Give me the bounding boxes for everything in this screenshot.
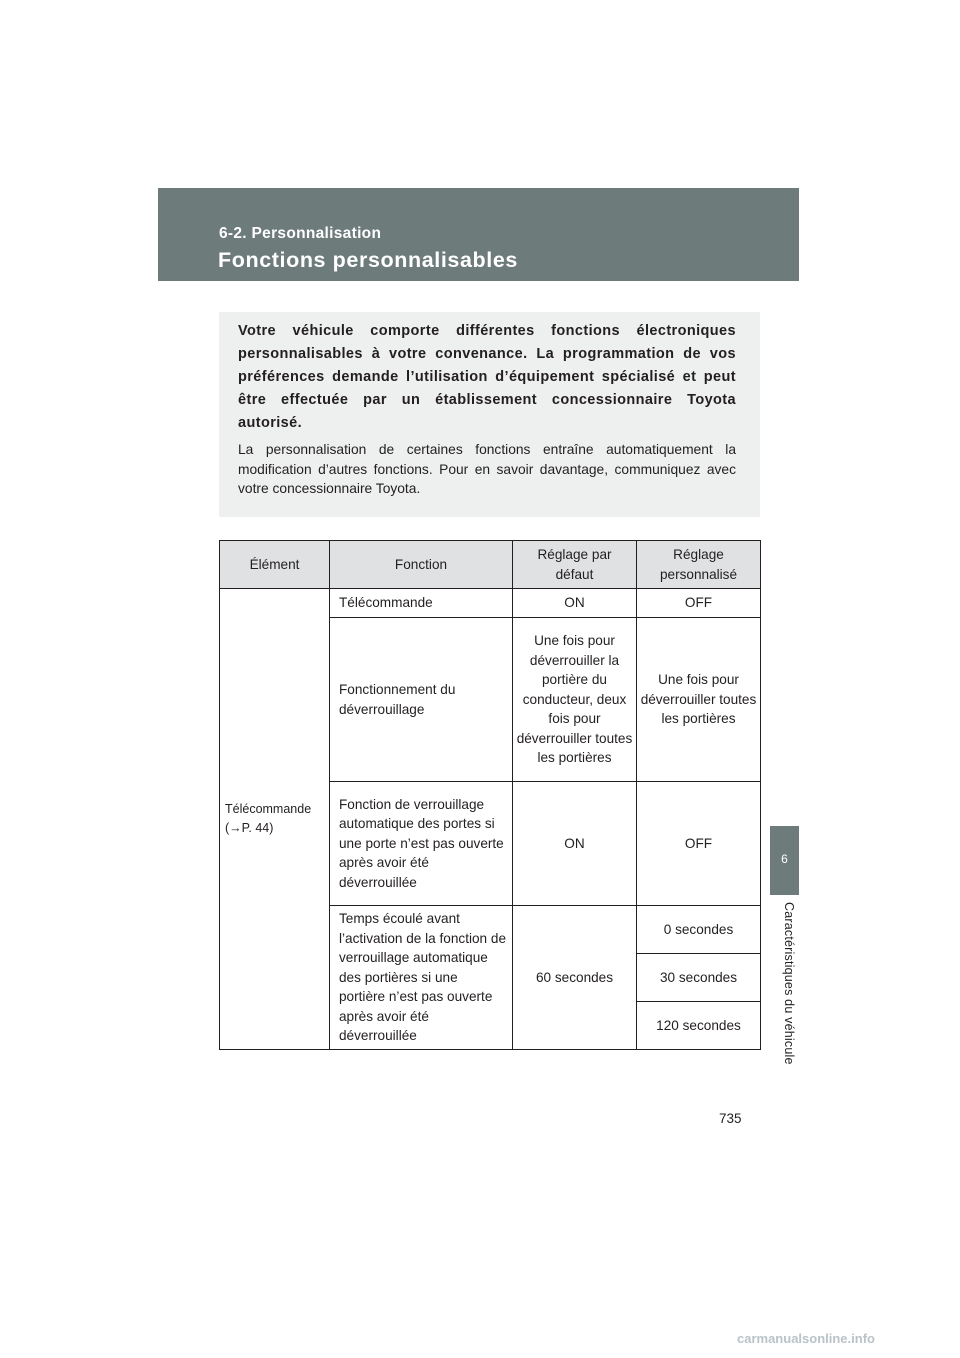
table-header-row	[220, 541, 761, 589]
table-row	[220, 589, 761, 618]
default-cell: ON	[513, 589, 637, 618]
watermark-text: carmanualsonline.info	[737, 1331, 875, 1346]
default-cell: 60 secondes	[513, 906, 637, 1050]
custom-option-cell: 30 secondes	[637, 954, 761, 1002]
function-cell: Télécommande	[330, 589, 513, 618]
section-label: 6-2. Personnalisation	[219, 225, 382, 242]
header-element: Élément	[220, 541, 330, 589]
custom-cell: OFF	[637, 782, 761, 906]
header-custom: Réglage personnalisé	[637, 541, 761, 589]
function-cell: Temps écoulé avant l’activation de la fonction de verrouillage automatique des portières si une portière n’est pas ouverte après avoir été déverrouillée	[330, 906, 513, 1050]
intro-box	[219, 312, 760, 517]
custom-option-cell: 0 secondes	[637, 906, 761, 954]
chapter-header	[158, 188, 799, 281]
default-cell: Une fois pour déverrouiller la portière du conducteur, deux fois pour déverrouiller toutes les portières	[513, 618, 637, 782]
page-title: Fonctions personnalisables	[218, 248, 518, 272]
default-cell: ON	[513, 782, 637, 906]
custom-cell: OFF	[637, 589, 761, 618]
custom-option-cell: 120 secondes	[637, 1002, 761, 1050]
header-default: Réglage par défaut	[513, 541, 637, 589]
features-table	[219, 540, 761, 1050]
page-number: 735	[719, 1111, 742, 1126]
custom-cell: Une fois pour déverrouiller toutes les portières	[637, 618, 761, 782]
chapter-tab	[770, 826, 799, 895]
element-cell	[220, 589, 330, 1050]
function-cell: Fonction de verrouillage automatique des portes si une porte n’est pas ouverte après avoir été déverrouillée	[330, 782, 513, 906]
element-reference: (→P. 44)	[225, 821, 274, 835]
chapter-side-label: Caractéristiques du véhicule	[782, 902, 796, 1065]
intro-bold-text: Votre véhicule comporte différentes fonctions électroniques personnalisables à votre convenance. La programmation de vos préférences demande l’utilisation d’équipement spécialisé et peut être effectuée par un établissement concessionnaire Toyota autorisé.	[238, 323, 736, 431]
chapter-number: 6	[781, 852, 788, 866]
function-cell: Fonctionnement du déverrouillage	[330, 618, 513, 782]
header-function: Fonction	[330, 541, 513, 589]
element-name: Télécommande	[225, 802, 312, 816]
intro-normal-text: La personnalisation de certaines fonctions entraîne automatiquement la modification d’autres fonctions. Pour en savoir davantage, communiquez avec votre concessionnaire Toyota.	[238, 442, 736, 496]
